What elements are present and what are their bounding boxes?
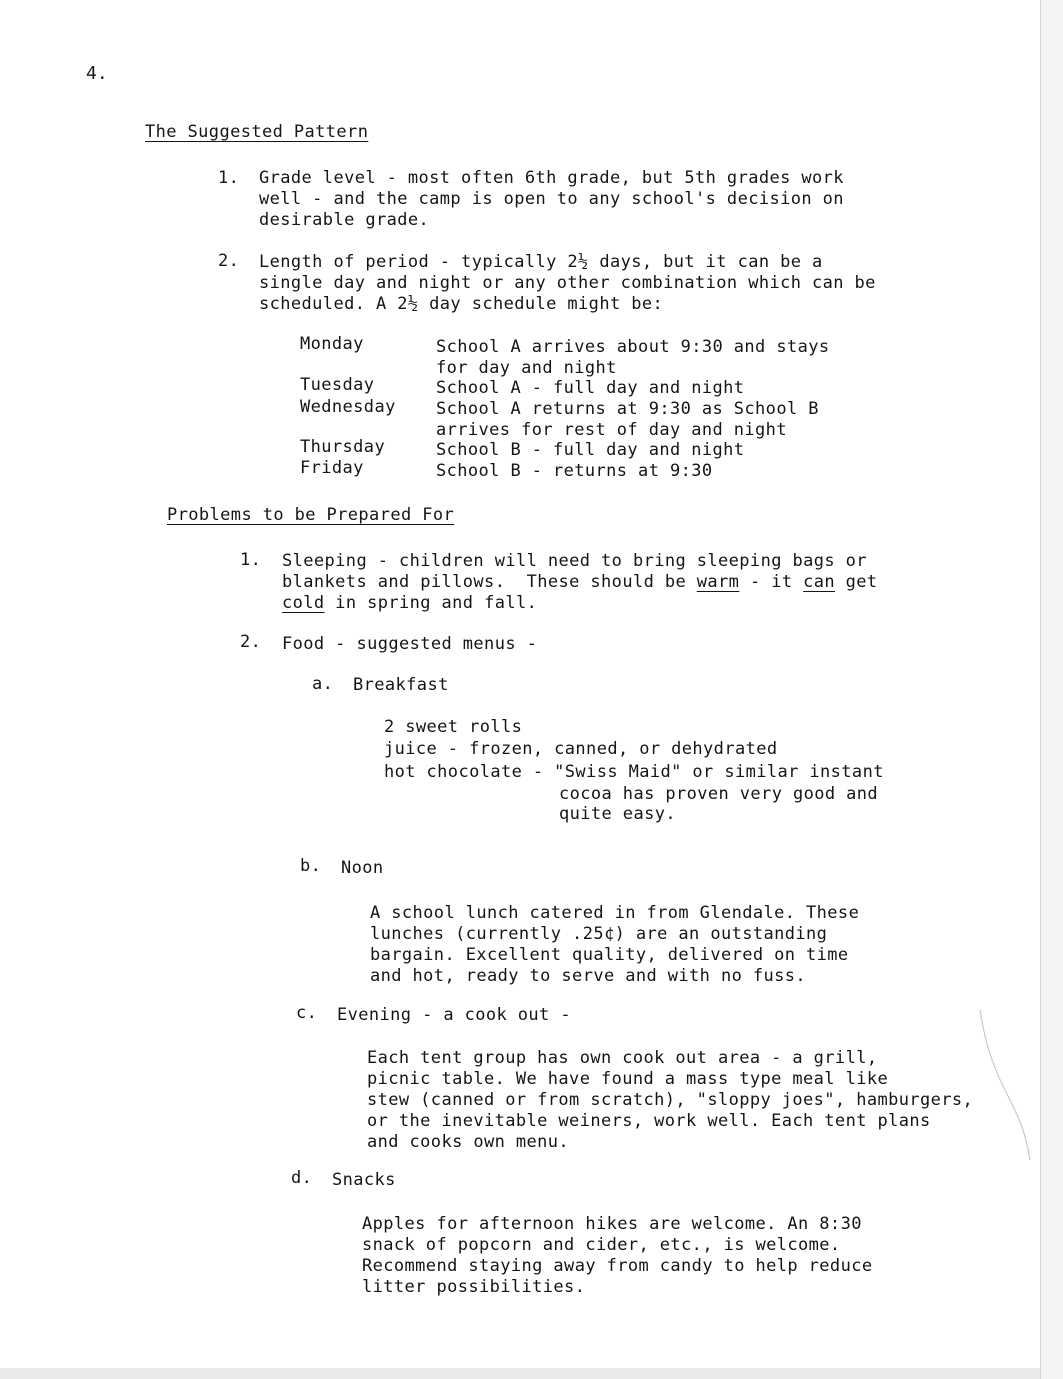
item-number: 2. (218, 251, 240, 271)
evening-description: Each tent group has own cook out area - a grill, picnic table. We have found a mass type meal like stew (canned or from scratch), "sloppy joes", hamburgers, or the inevitable weiners, work well. Each tent plans and cooks own menu. (367, 1048, 974, 1152)
subitem-title-noon: Noon (341, 858, 384, 878)
menu-line: quite easy. (559, 804, 676, 824)
schedule-desc: School B - returns at 9:30 (436, 461, 713, 481)
schedule-desc: School A returns at 9:30 as School B arrives for rest of day and night (436, 399, 819, 440)
item-number: 1. (240, 550, 262, 570)
schedule-day: Thursday (300, 437, 386, 457)
emphasis-can: can (803, 572, 836, 592)
snacks-description: Apples for afternoon hikes are welcome. An 8:30 snack of popcorn and cider, etc., is welcome. Recommend staying away from candy to help reduce litter possibilities. (362, 1214, 873, 1297)
section-heading-problems: Problems to be Prepared For (167, 505, 455, 525)
schedule-day: Monday (300, 334, 364, 354)
subitem-letter: a. (312, 674, 334, 694)
menu-line: hot chocolate - "Swiss Maid" or similar instant (384, 762, 884, 782)
subitem-title-breakfast: Breakfast (353, 675, 449, 695)
schedule-desc: School A arrives about 9:30 and stays for day and night (436, 337, 830, 378)
sleeping-line: cold in spring and fall. (282, 593, 538, 613)
subitem-letter: c. (296, 1003, 318, 1023)
item-food: Food - suggested menus - (282, 634, 538, 654)
item-grade-level: Grade level - most often 6th grade, but 5th grades work well - and the camp is open to any school's decision on desirable grade. (259, 168, 844, 230)
subitem-title-evening: Evening - a cook out - (337, 1005, 571, 1025)
emphasis-cold: cold (282, 593, 325, 613)
emphasis-warm: warm (696, 572, 740, 592)
sleeping-line: blankets and pillows. These should be warm - it can get (282, 572, 878, 592)
paper-crease-mark (975, 1010, 1035, 1160)
schedule-day: Tuesday (300, 375, 375, 395)
page-number: 4. (86, 63, 108, 84)
item-number: 1. (218, 168, 240, 188)
subitem-letter: d. (291, 1168, 313, 1188)
section-heading-suggested-pattern: The Suggested Pattern (145, 122, 369, 142)
subitem-title-snacks: Snacks (332, 1170, 396, 1190)
schedule-day: Friday (300, 458, 364, 478)
menu-line: 2 sweet rolls (384, 717, 523, 737)
subitem-letter: b. (300, 856, 322, 876)
item-number: 2. (240, 632, 262, 652)
schedule-desc: School A - full day and night (436, 378, 745, 398)
sleeping-line: Sleeping - children will need to bring sleeping bags or (282, 551, 867, 571)
menu-line: juice - frozen, canned, or dehydrated (384, 739, 778, 759)
noon-description: A school lunch catered in from Glendale. These lunches (currently .25¢) are an outstanding bargain. Excellent quality, delivered on time and hot, ready to serve and with no fuss. (370, 903, 860, 986)
page-edge (1040, 0, 1063, 1379)
menu-line: cocoa has proven very good and (559, 784, 879, 804)
schedule-desc: School B - full day and night (436, 440, 745, 460)
item-length-of-period: Length of period - typically 2½ days, but it can be a single day and night or any other combination which can be scheduled. A 2½ day schedule might be: (259, 252, 876, 314)
schedule-day: Wednesday (300, 397, 396, 417)
